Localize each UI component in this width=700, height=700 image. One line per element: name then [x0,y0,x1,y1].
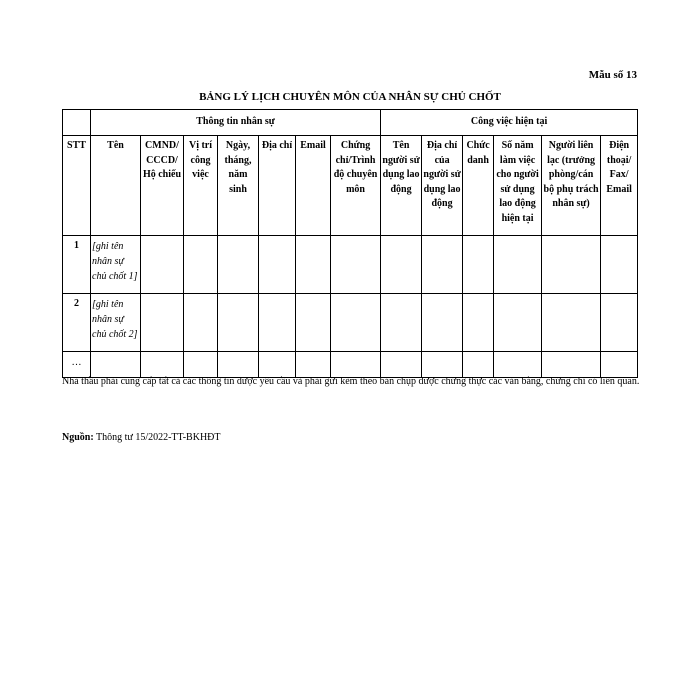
form-number: Mẫu số 13 [588,69,637,81]
table-cell [422,294,463,352]
table-cell [601,236,638,294]
table-row [63,236,638,294]
group-header-current-job: Công việc hiện tại [381,110,638,136]
col-header-position: Vị trí công việc [184,136,218,236]
table-cell [463,236,494,294]
personnel-table [62,109,638,378]
table-cell [542,236,601,294]
table-cell [218,294,259,352]
table-cell [259,236,296,294]
table-cell [259,294,296,352]
col-header-employer-name: Tên người sử dụng lao động [381,136,422,236]
row-name: [ghi tên nhân sự chủ chốt 2] [91,294,141,352]
col-header-email: Email [296,136,331,236]
col-header-years: Số năm làm việc cho người sử dụng lao động hiện tại [494,136,542,236]
table-cell [381,294,422,352]
header-blank-cell [63,110,91,136]
col-header-stt: STT [63,136,91,236]
source-line [62,432,221,443]
group-header-personal: Thông tin nhân sự [91,110,381,136]
row-name: [ghi tên nhân sự chủ chốt 1] [91,236,141,294]
table-cell [184,236,218,294]
table-cell [296,236,331,294]
source-text: Thông tư 15/2022-TT-BKHĐT [96,432,221,443]
table-cell [463,294,494,352]
table-cell [542,294,601,352]
table-cell [381,236,422,294]
row-stt: 1 [63,236,91,294]
row-stt: … [63,352,91,378]
table-cell [331,294,381,352]
document-title: BẢNG LÝ LỊCH CHUYÊN MÔN CỦA NHÂN SỰ CHỦ CHỐT [199,91,501,103]
source-label: Nguồn: [62,432,94,443]
col-header-id: CMND/ CCCD/ Hộ chiếu [141,136,184,236]
note-text: Nhà thầu phải cung cấp tất cả các thông tin được yêu cầu và phải gửi kèm theo bản chụp được chứng thực các văn bằng, chứng chỉ có liên quan. [62,376,640,387]
col-header-certificate: Chứng chỉ/Trình độ chuyên môn [331,136,381,236]
table-cell [296,294,331,352]
table-row [63,294,638,352]
col-header-phone: Điện thoại/ Fax/ Email [601,136,638,236]
col-header-contact: Người liên lạc (trưởng phòng/cán bộ phụ trách nhân sự) [542,136,601,236]
col-header-employer-address: Địa chỉ của người sử dụng lao động [422,136,463,236]
table-cell [141,236,184,294]
col-header-address: Địa chỉ [259,136,296,236]
row-stt: 2 [63,294,91,352]
table-cell [141,294,184,352]
table-cell [331,236,381,294]
table-cell [601,294,638,352]
table-cell [494,236,542,294]
col-header-name: Tên [91,136,141,236]
table-cell [218,236,259,294]
col-header-title: Chức danh [463,136,494,236]
table-cell [494,294,542,352]
table-cell [422,236,463,294]
col-header-birthdate: Ngày, tháng, năm sinh [218,136,259,236]
table-cell [184,294,218,352]
